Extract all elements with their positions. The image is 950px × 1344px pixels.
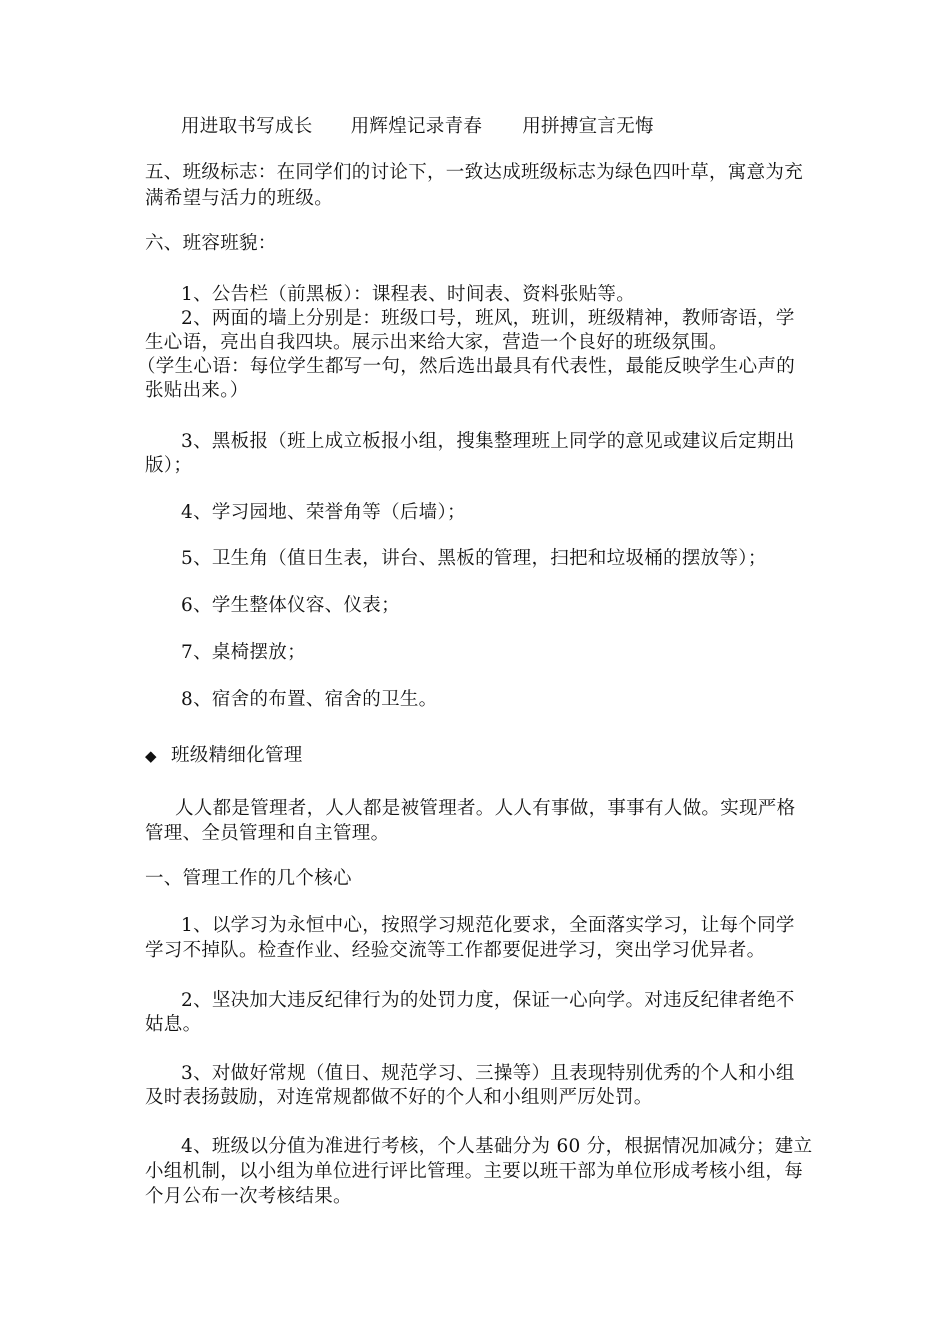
slogan-part-2: 用辉煌记录青春 <box>350 116 483 137</box>
management-heading-text: 班级精细化管理 <box>171 745 303 766</box>
core-4-line-2: 小组机制，以小组为单位进行评比管理。主要以班干部为单位形成考核小组，每 <box>145 1161 804 1182</box>
core-4-line-3: 个月公布一次考核结果。 <box>145 1186 352 1207</box>
section5-line-2: 满希望与活力的班级。 <box>145 188 334 209</box>
management-heading <box>145 743 303 769</box>
section6-item-6: 6、学生整体仪容、仪表； <box>181 595 400 616</box>
section6-item-7: 7、桌椅摆放； <box>181 642 306 663</box>
section6-note-line-2: 张贴出来。） <box>145 380 249 401</box>
core-1-line-1: 1、以学习为永恒中心，按照学习规范化要求，全面落实学习，让每个同学 <box>181 915 795 936</box>
diamond-bullet-icon: ◆ <box>145 747 157 765</box>
core-3-line-2: 及时表扬鼓励，对连常规都做不好的个人和小组则严厉处罚。 <box>145 1087 653 1108</box>
section6-item-8: 8、宿舍的布置、宿舍的卫生。 <box>181 689 438 710</box>
core-3-line-1: 3、对做好常规（值日、规范学习、三操等）且表现特别优秀的个人和小组 <box>181 1063 795 1084</box>
section6-item-1: 1、公告栏（前黑板）：课程表、时间表、资料张贴等。 <box>181 284 636 305</box>
management-intro-line-2: 管理、全员管理和自主管理。 <box>145 823 390 844</box>
section6-item-2-line-2: 生心语，亮出自我四块。展示出来给大家，营造一个良好的班级氛围。 <box>145 332 728 353</box>
section6-item-5: 5、卫生角（值日生表，讲台、黑板的管理，扫把和垃圾桶的摆放等）； <box>181 548 767 569</box>
core-heading: 一、管理工作的几个核心 <box>145 868 352 889</box>
section6-item-3-line-2: 版）； <box>145 455 193 476</box>
core-4-line-1: 4、班级以分值为准进行考核，个人基础分为 60 分，根据情况加减分；建立 <box>181 1136 813 1157</box>
section6-item-3-line-1: 3、黑板报（班上成立板报小组，搜集整理班上同学的意见或建议后定期出 <box>181 431 795 452</box>
section6-item-2-line-1: 2、两面的墙上分别是：班级口号，班风，班训，班级精神，教师寄语，学 <box>181 308 795 329</box>
slogan-part-1: 用进取书写成长 <box>181 116 313 137</box>
slogan-part-3: 用拼搏宣言无悔 <box>522 116 654 137</box>
section6-note-line-1: （学生心语：每位学生都写一句，然后选出最具有代表性，最能反映学生心声的 <box>137 356 796 377</box>
section5-line-1: 五、班级标志：在同学们的讨论下，一致达成班级标志为绿色四叶草，寓意为充 <box>145 162 804 183</box>
core-2-line-1: 2、坚决加大违反纪律行为的处罚力度，保证一心向学。对违反纪律者绝不 <box>181 990 795 1011</box>
core-2-line-2: 姑息。 <box>145 1014 202 1035</box>
management-intro-line-1: 人人都是管理者，人人都是被管理者。人人有事做，事事有人做。实现严格 <box>175 798 796 819</box>
section6-item-4: 4、学习园地、荣誉角等（后墙）； <box>181 502 466 523</box>
core-1-line-2: 学习不掉队。检查作业、经验交流等工作都要促进学习，突出学习优异者。 <box>145 940 766 961</box>
class-slogan <box>181 114 654 140</box>
section6-heading: 六、班容班貌： <box>145 233 277 254</box>
